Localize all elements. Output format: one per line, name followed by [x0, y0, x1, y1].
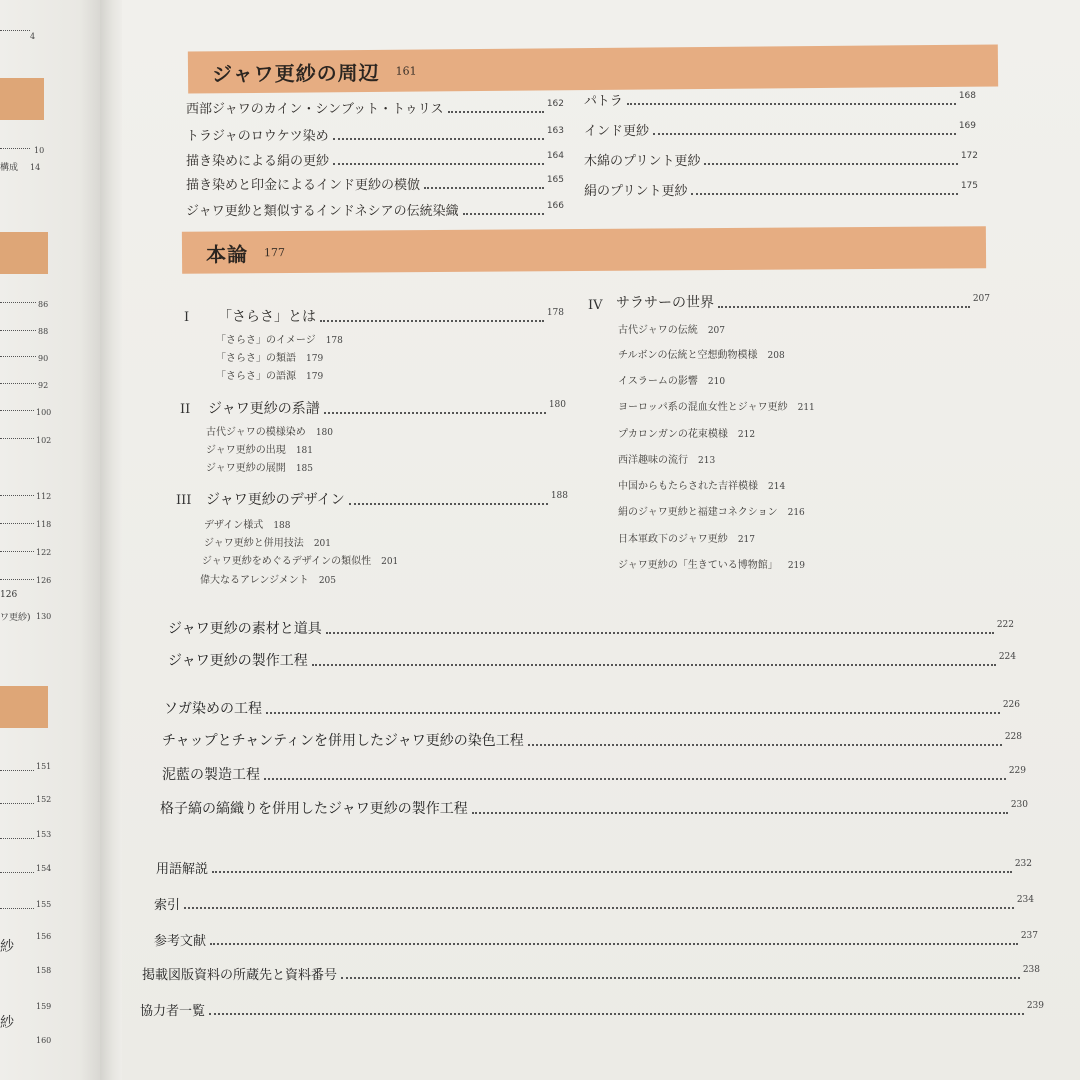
toc-entry[interactable]: 描き染めによる絹の更紗 164 [186, 151, 564, 169]
section-title: ジャワ更紗の周辺 [211, 60, 380, 86]
left-page-number: 156 [36, 932, 52, 941]
sub-entry[interactable]: 中国からもたらされた吉祥模様 214 [618, 481, 786, 492]
sub-entry[interactable]: プカロンガンの花束模様 212 [618, 429, 756, 440]
leader-dots [0, 862, 34, 873]
left-page-number: 160 [36, 1036, 52, 1045]
sub-entry[interactable]: 「さらさ」の語源 179 [216, 371, 324, 382]
right-page-toc [122, 0, 1080, 1080]
chapter-entry[interactable]: 「さらさ」とは 178 [218, 308, 564, 325]
left-text-fragment: 構成 [0, 163, 19, 173]
left-page-number: 100 [36, 408, 52, 417]
chapter-numeral: I [184, 310, 190, 325]
sub-entry[interactable]: デザイン様式 188 [204, 520, 291, 531]
toc-entry[interactable]: ジャワ更紗の素材と道具 222 [168, 620, 1014, 637]
left-page-number: 90 [38, 354, 49, 363]
leader-dots [0, 292, 36, 303]
toc-entry[interactable]: 用語解説 232 [156, 859, 1032, 877]
left-page-number: 88 [38, 327, 49, 336]
toc-entry[interactable]: 泥藍の製造工程 229 [162, 766, 1026, 783]
left-page-number: 152 [36, 795, 52, 804]
left-text-fragment: ワ更紗) [0, 613, 31, 623]
toc-entry[interactable]: トラジャのロウケツ染め 163 [186, 126, 564, 144]
section-band-periphery [188, 44, 998, 93]
sub-entry[interactable]: 古代ジャワの伝統 207 [618, 325, 725, 336]
left-text-fragment: 紗 [0, 1015, 14, 1031]
toc-entry[interactable]: 協力者一覧 239 [140, 1001, 1044, 1019]
toc-entry[interactable]: 格子縞の縞織りを併用したジャワ更紗の製作工程 230 [160, 800, 1028, 817]
left-page-number: 151 [36, 762, 52, 771]
leader-dots [0, 320, 36, 331]
leader-dots [0, 373, 36, 384]
leader-dots [0, 428, 34, 439]
toc-entry[interactable]: 絹のプリント更紗 175 [584, 181, 978, 199]
book-gutter [100, 0, 122, 1080]
sub-entry[interactable]: ヨーロッパ系の混血女性とジャワ更紗 211 [618, 402, 815, 413]
left-page-number: 153 [36, 830, 52, 839]
left-section-band [0, 78, 44, 120]
sub-entry[interactable]: ジャワ更紗の展開 185 [206, 463, 313, 474]
left-page-number: 86 [38, 300, 49, 309]
toc-entry[interactable]: 索引 234 [154, 895, 1034, 913]
toc-entry[interactable]: パトラ 168 [584, 91, 976, 109]
sub-entry[interactable]: 偉大なるアレンジメント 205 [200, 575, 336, 586]
leader-dots [0, 793, 34, 804]
sub-entry[interactable]: 「さらさ」のイメージ 178 [216, 335, 343, 346]
left-page-number: 102 [36, 436, 52, 445]
left-page-number: 4 [30, 32, 36, 41]
left-page-number: 126 [36, 576, 52, 585]
toc-entry[interactable]: ソガ染めの工程 226 [164, 700, 1020, 717]
leader-dots [0, 20, 30, 31]
leader-dots [0, 400, 34, 411]
toc-entry[interactable]: 掲載図版資料の所蔵先と資料番号 238 [142, 965, 1040, 983]
sub-entry[interactable]: 古代ジャワの模様染め 180 [206, 427, 333, 438]
chapter-entry[interactable]: ジャワ更紗の系譜 180 [208, 400, 566, 417]
sub-entry[interactable]: 日本軍政下のジャワ更紗 217 [618, 534, 755, 545]
left-text-fragment: 126 [0, 590, 18, 600]
sub-entry[interactable]: イスラームの影響 210 [618, 376, 726, 387]
toc-entry[interactable]: 描き染めと印金によるインド更紗の模倣 165 [186, 175, 564, 193]
left-page-number: 118 [36, 520, 52, 529]
leader-dots [0, 760, 34, 771]
section-band-main [182, 226, 986, 274]
sub-entry[interactable]: ジャワ更紗の「生きている博物館」 219 [618, 560, 805, 571]
left-page-number: 130 [36, 612, 52, 621]
sub-entry[interactable]: ジャワ更紗をめぐるデザインの類似性 201 [202, 556, 399, 567]
sub-entry[interactable]: 絹のジャワ更紗と福建コネクション 216 [618, 507, 805, 518]
chapter-numeral: IV [588, 298, 603, 313]
toc-entry[interactable]: 西部ジャワのカイン・シンブット・トゥリス 162 [186, 99, 564, 117]
left-section-band [0, 686, 48, 728]
leader-dots [0, 513, 34, 524]
left-page [0, 0, 100, 1080]
toc-entry[interactable]: 参考文献 237 [154, 931, 1038, 949]
toc-entry[interactable]: ジャワ更紗の製作工程 224 [168, 652, 1016, 669]
leader-dots [0, 898, 34, 909]
sub-entry[interactable]: ジャワ更紗の出現 181 [206, 445, 313, 456]
leader-dots [0, 346, 36, 357]
chapter-entry[interactable]: ジャワ更紗のデザイン 188 [206, 491, 568, 508]
chapter-entry[interactable]: サラサーの世界 207 [616, 294, 990, 311]
left-page-number: 14 [30, 163, 41, 172]
section-title: 本論 [205, 241, 249, 267]
left-page-number: 122 [36, 548, 52, 557]
leader-dots [0, 138, 30, 149]
left-page-number: 154 [36, 864, 52, 873]
left-page-number: 112 [36, 492, 52, 501]
toc-entry[interactable]: ジャワ更紗と類似するインドネシアの伝統染織 166 [186, 201, 564, 219]
section-page: 161 [395, 64, 417, 78]
left-page-number: 155 [36, 900, 52, 909]
leader-dots [0, 828, 34, 839]
leader-dots [0, 541, 34, 552]
left-page-number: 158 [36, 966, 52, 975]
section-page: 177 [263, 245, 286, 259]
left-page-number: 159 [36, 1002, 52, 1011]
toc-entry[interactable]: チャップとチャンティンを併用したジャワ更紗の染色工程 228 [162, 732, 1022, 749]
left-page-number: 10 [34, 146, 45, 155]
left-section-band [0, 232, 48, 274]
sub-entry[interactable]: 「さらさ」の類語 179 [216, 353, 324, 364]
sub-entry[interactable]: 西洋趣味の流行 213 [618, 455, 716, 466]
leader-dots [0, 485, 34, 496]
toc-entry[interactable]: インド更紗 169 [584, 121, 976, 139]
toc-entry[interactable]: 木綿のプリント更紗 172 [584, 151, 978, 169]
sub-entry[interactable]: ジャワ更紗と併用技法 201 [204, 538, 331, 549]
chapter-numeral: II [180, 402, 191, 417]
left-text-fragment: 紗 [0, 939, 14, 955]
leader-dots [0, 569, 34, 580]
left-page-number: 92 [38, 381, 49, 390]
sub-entry[interactable]: チルボンの伝統と空想動物模様 208 [618, 350, 785, 361]
chapter-numeral: III [176, 493, 192, 508]
